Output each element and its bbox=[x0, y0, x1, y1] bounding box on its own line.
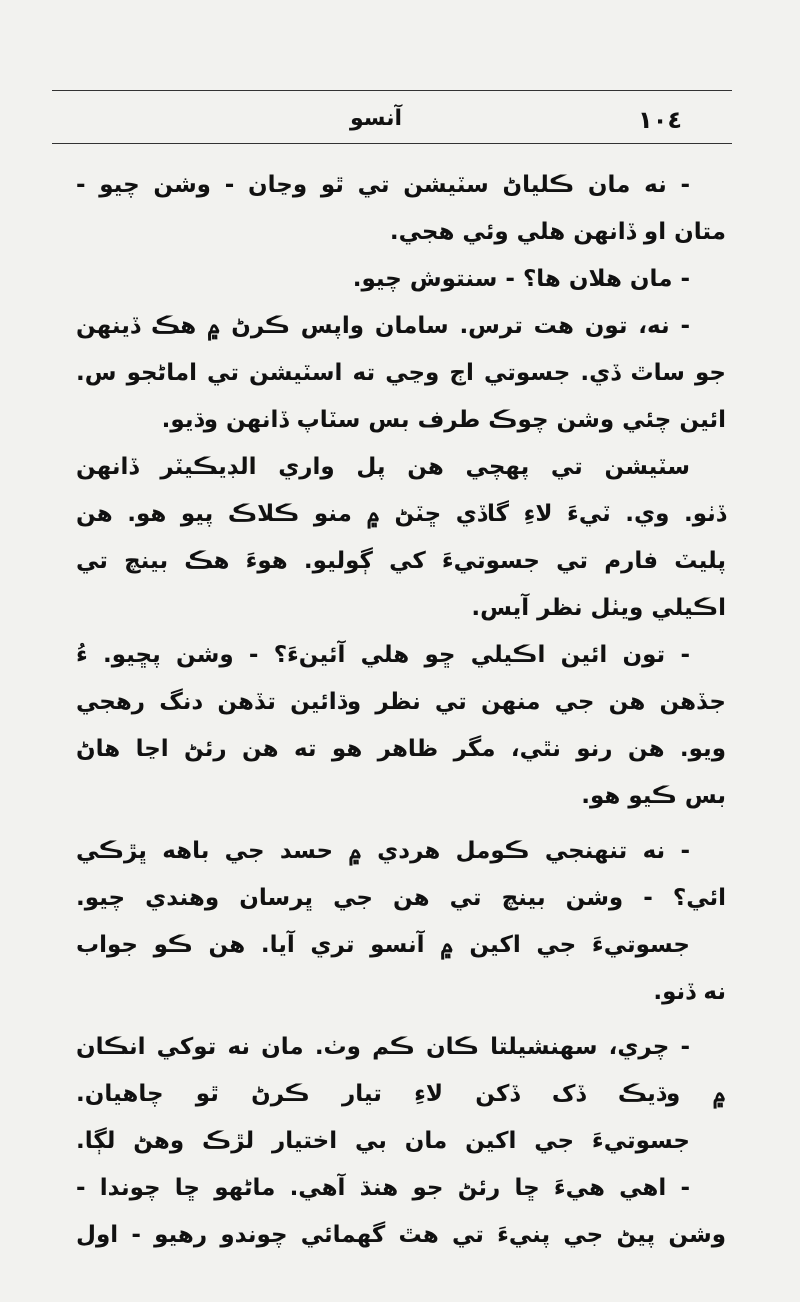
header-rule bbox=[52, 143, 732, 144]
running-header bbox=[52, 106, 732, 140]
text-line: - اهي هيءَ ڇا رئڻ جو هنڌ آهي. ماڻهو ڇا چوندا - bbox=[76, 1175, 690, 1201]
text-line: متان او ڏانهن هلي وئي هجي. bbox=[389, 219, 726, 245]
text-line: ويو. هن رنو نٿي، مگر ظاهر هو ته هن رئڻ اڃا هاڻ bbox=[76, 736, 726, 762]
text-line: - نه، تون هت ترس. سامان واپس ڪرڻ ۾ هڪ ڏينهن bbox=[76, 313, 690, 339]
text-line: - چري، سهنشيلتا ڪان ڪم وٺ. مان نه توکي انڪان bbox=[76, 1034, 690, 1060]
text-line: ڏٺو. وي. ٽيءَ لاءِ گاڏي ڇٽڻ ۾ منو ڪلاڪ پيو هو. هن bbox=[76, 501, 726, 527]
text-line: پليٽ فارم تي جسوتيءَ کي ڳوليو. هوءَ هڪ بينچ تي bbox=[76, 548, 726, 574]
text-line: جسوتيءَ جي اکين مان بي اختيار لڙڪ وهڻ لڳا. bbox=[76, 1128, 690, 1154]
text-line: اڪيلي ويٺل نظر آيس. bbox=[471, 595, 726, 621]
text-line: سٽيشن تي پهچي هن پل واري الڊيڪيٽر ڏانهن bbox=[76, 454, 690, 480]
text-line: بس ڪيو هو. bbox=[581, 783, 726, 809]
text-line: - نه تنهنجي ڪومل هردي ۾ حسد جي باهه ڀڙڪي bbox=[76, 838, 690, 864]
text-line: جڏهن هن جي منهن تي نظر وڌائين تڏهن دنگ رهجي bbox=[76, 689, 726, 715]
text-line: وشن پيڻ جي پنيءَ تي هٿ گهمائي چوندو رهيو - اول bbox=[76, 1222, 726, 1248]
text-line: جو ساٿ ڏي. جسوتي اڄ وڃي ته اسٽيشن تي اماڻجو س. bbox=[76, 360, 726, 386]
page-number: ١٠٤ bbox=[638, 106, 682, 134]
text-line: ۾ وڌيڪ ڏک ڏکن لاءِ تيار ڪرڻ ٿو چاهيان. bbox=[76, 1081, 726, 1107]
text-line: جسوتيءَ جي اکين ۾ آنسو تري آيا. هن ڪو جواب bbox=[76, 932, 690, 958]
text-line: ائي؟ - وشن بينچ تي هن جي ڀرسان وهندي چيو. bbox=[76, 885, 726, 911]
page-body bbox=[76, 162, 726, 1259]
text-line: ائين چئي وشن چوڪ طرف بس سٽاپ ڏانهن وڌيو. bbox=[161, 407, 726, 433]
text-line: - تون ائين اڪيلي ڇو هلي آئينءَ؟ - وشن پڇيو. ءُ bbox=[76, 642, 690, 668]
text-line: نه ڏنو. bbox=[653, 979, 726, 1005]
running-title: آنسو bbox=[350, 106, 402, 131]
top-rule bbox=[52, 90, 732, 91]
text-line: - مان هلان ها؟ - سنتوش چيو. bbox=[352, 266, 690, 292]
text-line: - نه مان ڪلياڻ سٽيشن تي ٿو وڃان - وشن چيو - bbox=[76, 172, 690, 198]
